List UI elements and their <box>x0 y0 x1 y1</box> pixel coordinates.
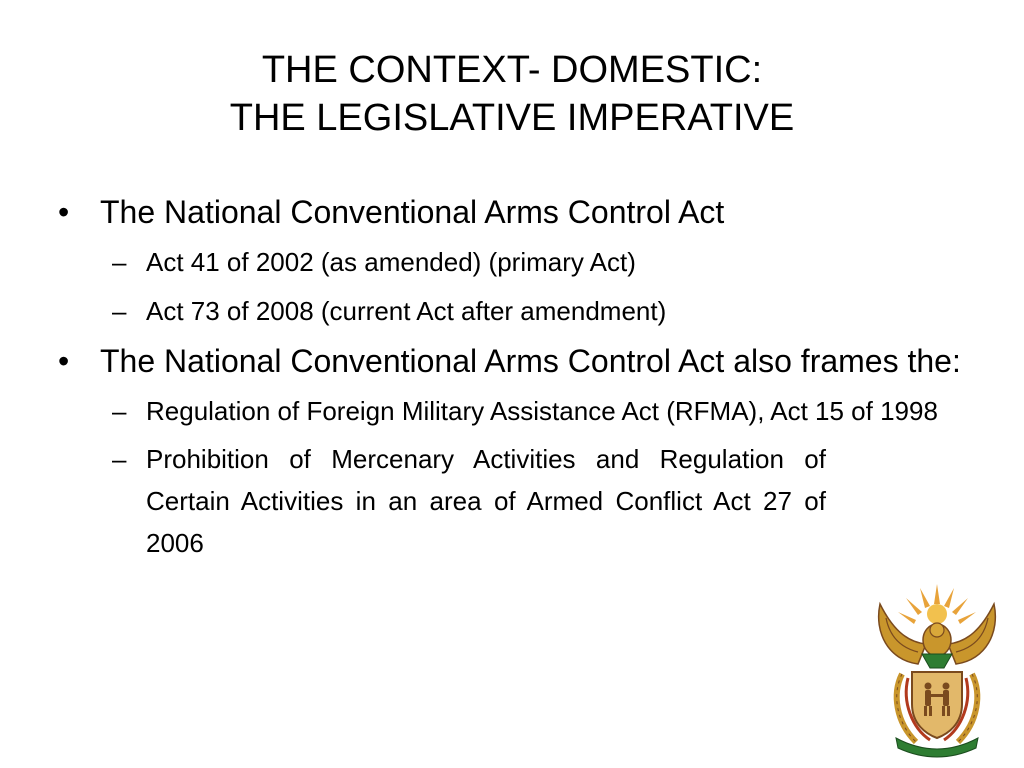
bullet-marker: • <box>58 343 70 379</box>
bullet-item <box>56 339 961 384</box>
slide-body <box>56 190 961 570</box>
slide-title <box>0 46 1024 142</box>
sub-bullet-item <box>56 438 961 564</box>
bullet-text: The National Conventional Arms Control Act also frames the: <box>100 343 961 379</box>
bullet-text: The National Conventional Arms Control Act <box>100 194 725 230</box>
sub-bullet-marker: – <box>112 247 127 277</box>
title-line-1: THE CONTEXT- DOMESTIC: <box>261 49 763 91</box>
sub-bullet-item <box>56 241 961 284</box>
sub-bullet-marker: – <box>112 444 127 474</box>
sub-bullet-text: Prohibition of Mercenary Activities and Regulation of Certain Activities in an area of Armed Conflict Act 27 of 2006 <box>146 444 826 558</box>
sub-bullet-text: Regulation of Foreign Military Assistance Act (RFMA), Act 15 of 1998 <box>146 396 938 426</box>
sub-bullet-marker: – <box>112 296 127 326</box>
sub-bullet-item <box>56 290 961 333</box>
coat-of-arms-icon <box>872 582 1002 758</box>
bullet-marker: • <box>58 194 70 230</box>
sub-bullet-marker: – <box>112 396 127 426</box>
title-line-2: THE LEGISLATIVE IMPERATIVE <box>229 97 795 139</box>
sub-bullet-text: Act 41 of 2002 (as amended) (primary Act) <box>146 247 636 277</box>
sub-bullet-text: Act 73 of 2008 (current Act after amendment) <box>146 296 667 326</box>
sub-bullet-item <box>56 390 961 432</box>
bullet-item <box>56 190 961 235</box>
